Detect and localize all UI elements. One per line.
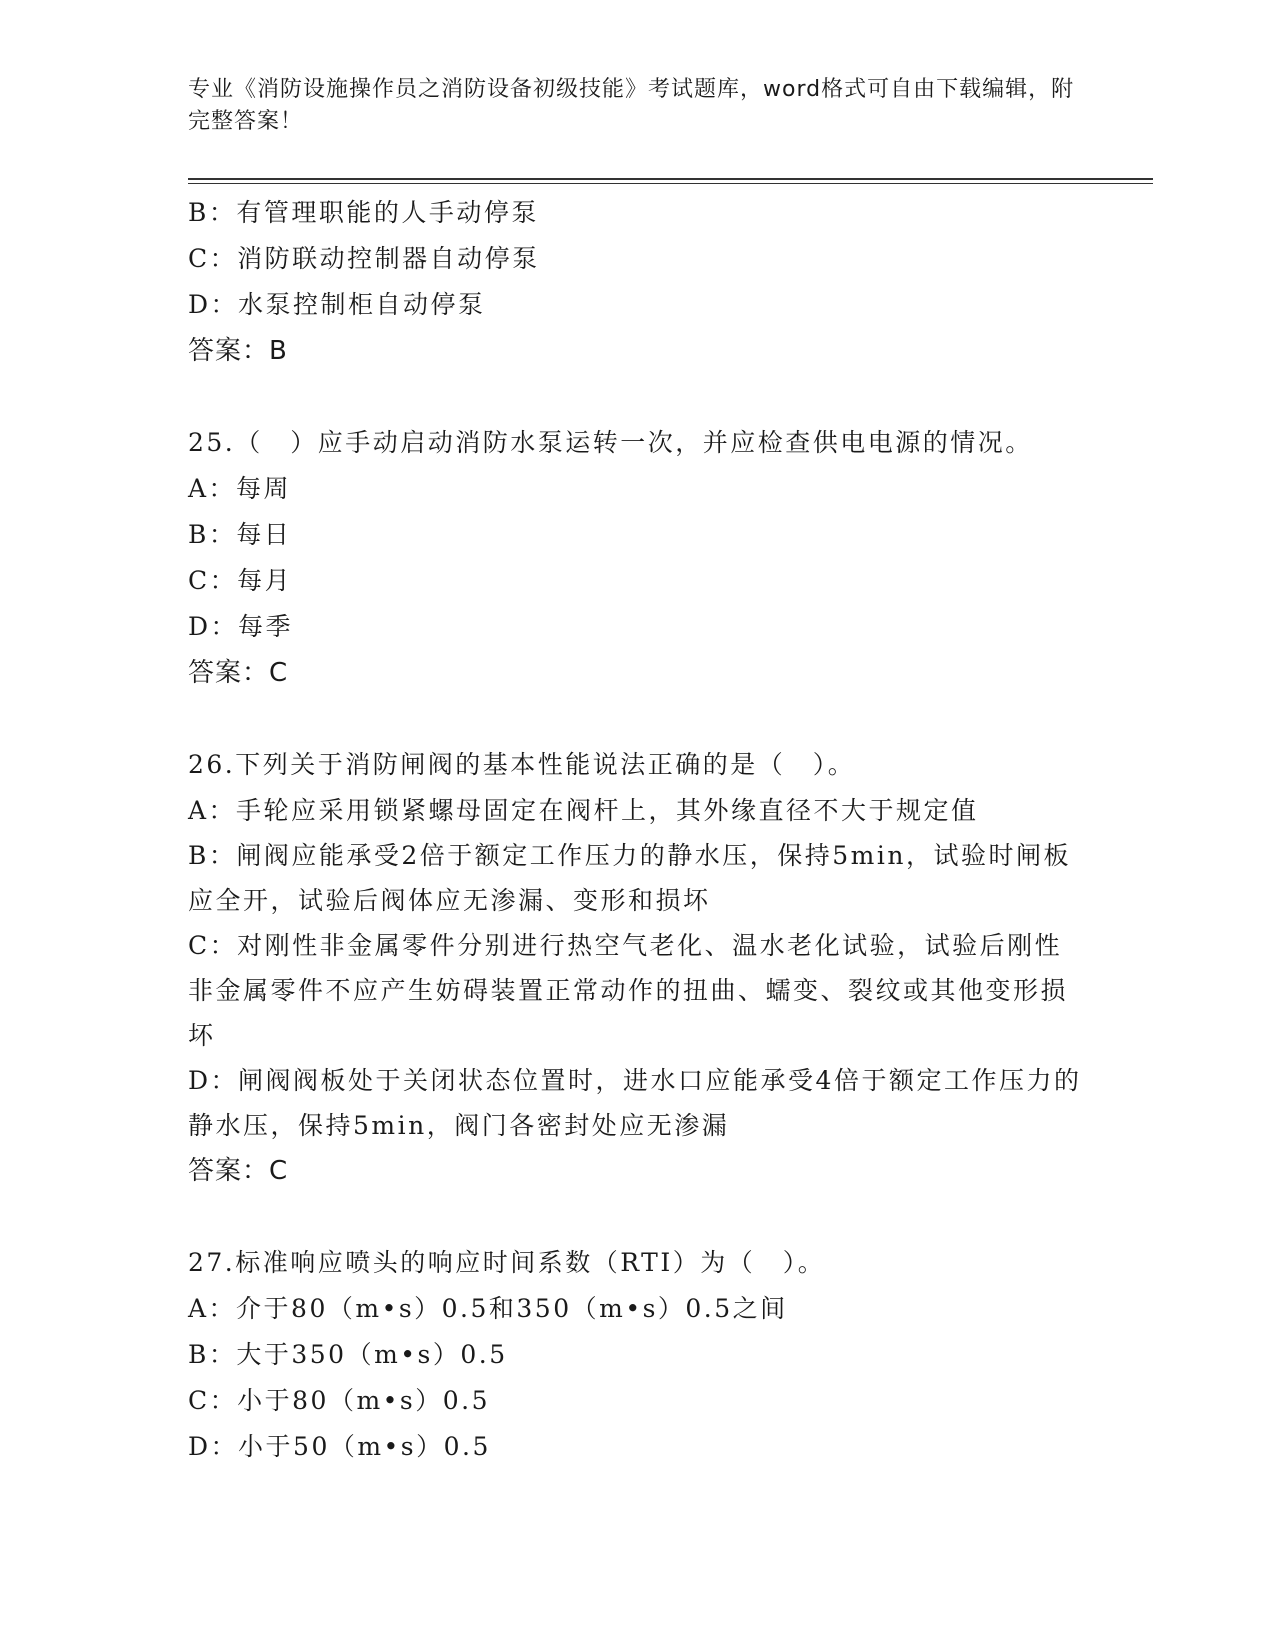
answer-line: 答案：C — [188, 1156, 289, 1186]
option-c: C：每月 — [188, 566, 293, 595]
option-b: B：大于350（m•s）0.5 — [188, 1340, 508, 1369]
option-b: B：有管理职能的人手动停泵 — [188, 198, 539, 227]
header-divider-thin — [188, 183, 1153, 184]
document-body — [188, 190, 1088, 1470]
question-26 — [188, 742, 1088, 1194]
question-stem: 25.（ ）应手动启动消防水泵运转一次，并应检查供电电源的情况。 — [188, 428, 1033, 457]
option-d: D：小于50（m•s）0.5 — [188, 1432, 491, 1461]
question-stem: 27.标准响应喷头的响应时间系数（RTI）为（ ）。 — [188, 1248, 826, 1277]
option-a: A：介于80（m•s）0.5和350（m•s）0.5之间 — [188, 1294, 788, 1323]
option-a: A：手轮应采用锁紧螺母固定在阀杆上，其外缘直径不大于规定值 — [188, 796, 979, 825]
question-25 — [188, 420, 1088, 696]
answer-line: 答案：C — [188, 658, 289, 688]
question-stem: 26.下列关于消防闸阀的基本性能说法正确的是（ ）。 — [188, 750, 856, 779]
option-c: C：小于80（m•s）0.5 — [188, 1386, 490, 1415]
option-c: C：对刚性非金属零件分别进行热空气老化、温水老化试验，试验后刚性非金属零件不应产生妨碍装置正常动作的扭曲、蠕变、裂纹或其他变形损坏 — [188, 931, 1069, 1050]
option-d: D：闸阀阀板处于关闭状态位置时，进水口应能承受4倍于额定工作压力的静水压，保持5min，阀门各密封处应无渗漏 — [188, 1066, 1082, 1140]
question-27 — [188, 1240, 1088, 1470]
option-b: B：闸阀应能承受2倍于额定工作压力的静水压，保持5min，试验时闸板应全开，试验后阀体应无渗漏、变形和损坏 — [188, 841, 1071, 915]
option-c: C：消防联动控制器自动停泵 — [188, 244, 540, 273]
answer-line: 答案：B — [188, 336, 288, 366]
document-header: 专业《消防设施操作员之消防设备初级技能》考试题库，word格式可自由下载编辑，附完整答案！ — [188, 77, 1075, 134]
question-24-continued — [188, 190, 1088, 374]
option-d: D：水泵控制柜自动停泵 — [188, 290, 486, 319]
option-b: B：每日 — [188, 520, 292, 549]
option-d: D：每季 — [188, 612, 294, 641]
header-divider-thick — [188, 178, 1153, 180]
option-a: A：每周 — [188, 474, 292, 503]
